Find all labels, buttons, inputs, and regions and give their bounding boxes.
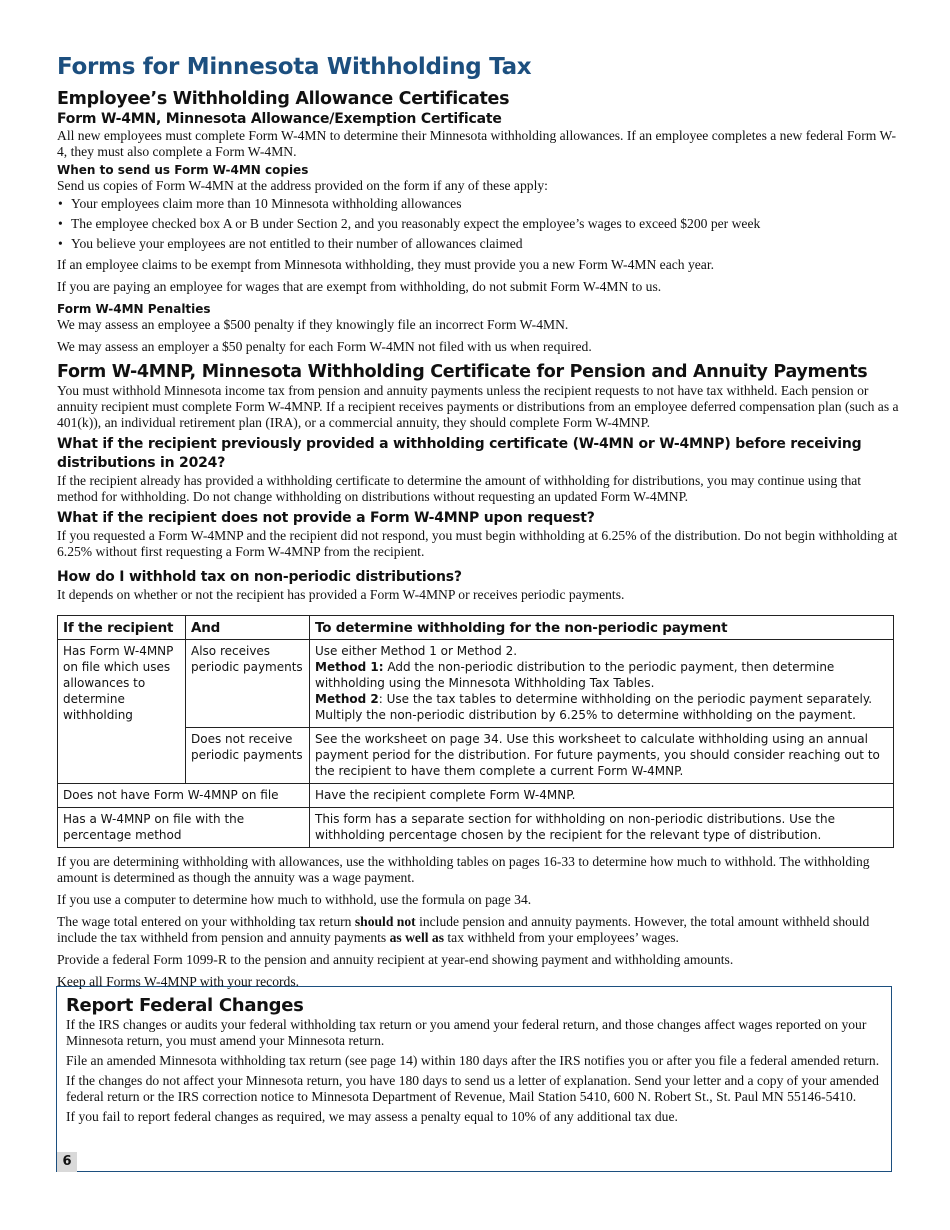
table-cell-method: This form has a separate section for withholding on non-periodic distributions. Use the withholding percentage chosen by the recipient for the relevant type of distribution. — [310, 808, 894, 848]
question-non-periodic: How do I withhold tax on non-periodic distributions? — [57, 569, 462, 585]
table-cell-method: See the worksheet on page 34. Use this worksheet to calculate withholding using an annual payment period for the distribution. For future payments, you should consider reaching out to the recipient to have them complete a current Form W-4MNP. — [310, 728, 894, 784]
federal-changes-heading: Report Federal Changes — [66, 995, 304, 1016]
table-cell-method: Have the recipient complete Form W-4MNP. — [310, 784, 894, 808]
exempt-wages-note: If you are paying an employee for wages that are exempt from withholding, do not submit Form W-4MN to us. — [57, 279, 662, 294]
federal-changes-p2: File an amended Minnesota withholding tax return (see page 14) within 180 days after the IRS notifies you or after you file a federal amended return. — [66, 1053, 880, 1068]
table-cell-recipient: Does not have Form W-4MNP on file — [58, 784, 310, 808]
question-previous-certificate: What if the recipient previously provided a withholding certificate (W-4MN or W-4MNP) before receiving distributions in 2024? — [57, 436, 862, 471]
method-2-label: Method 2 — [315, 692, 379, 706]
table-row — [58, 784, 894, 808]
emphasis-should-not: should not — [354, 914, 416, 929]
penalty-employer: We may assess an employer a $50 penalty for each Form W-4MN not filed with us when required. — [57, 339, 592, 354]
answer-previous-certificate: If the recipient already has provided a withholding certificate to determine the amount of withholding for distributions, you may continue using that method for withholding. Do not change withholding on distributions without requesting an updated Form W-4MNP. — [57, 473, 862, 504]
penalties-heading: Form W-4MN Penalties — [57, 302, 211, 316]
computer-note: If you use a computer to determine how much to withhold, use the formula on page 34. — [57, 892, 532, 907]
column-header: If the recipient — [58, 616, 186, 640]
method-2-text: : Use the tax tables to determine withholding on the periodic payment separately. Multiply the non-periodic distribution by 6.25% to determine withholding on the payment. — [315, 692, 873, 722]
page-content — [57, 50, 903, 990]
subheading-w4mn: Form W-4MN, Minnesota Allowance/Exemption Certificate — [57, 111, 502, 127]
non-periodic-withholding-table — [57, 615, 894, 848]
answer-no-w4mnp: If you requested a Form W-4MNP and the recipient did not respond, you must begin withholding at 6.25% of the distribution. Do not begin withholding at 6.25% without first requesting a Form W-4MNP from the recipient. — [57, 528, 898, 559]
table-cell-recipient: Has a W-4MNP on file with the percentage method — [58, 808, 310, 848]
federal-changes-p4: If you fail to report federal changes as required, we may assess a penalty equal to 10% of any additional tax due. — [66, 1109, 678, 1124]
method-1-text: Add the non-periodic distribution to the periodic payment, then determine withholding using the Minnesota Withholding Tax Tables. — [315, 660, 835, 690]
when-to-send-heading: When to send us Form W-4MN copies — [57, 163, 309, 177]
list-item: • The employee checked box A or B under Section 2, and you reasonably expect the employee’s wages to exceed $200 per week — [57, 216, 903, 232]
table-cell-recipient: Has Form W-4MNP on file which uses allowances to determine withholding — [58, 640, 186, 784]
emphasis-as-well-as: as well as — [389, 930, 444, 945]
when-to-send-list — [57, 196, 903, 252]
list-item: • Your employees claim more than 10 Minnesota withholding allowances — [57, 196, 903, 212]
wage-total-note — [57, 914, 903, 946]
text-run: include pension and annuity payments. However, the total amount withheld should include the tax withheld from pension and annuity payments — [57, 914, 870, 945]
text-run: The wage total entered on your withholding tax return — [57, 914, 355, 929]
table-row — [58, 640, 894, 728]
w4mnp-intro: You must withhold Minnesota income tax from pension and annuity payments unless the recipient requests to not have tax withheld. Each pension or annuity recipient must complete Form W-4MNP. If a recipient receives payments or distributions from an employee deferred compensation plan (such as a 401(k)), an individual retirement plan (IRA), or a commercial annuity, they should complete Form W-4MNP. — [57, 383, 899, 430]
list-item: • You believe your employees are not entitled to their number of allowances claimed — [57, 236, 903, 252]
when-to-send-intro: Send us copies of Form W-4MN at the address provided on the form if any of these apply: — [57, 178, 548, 193]
question-no-w4mnp: What if the recipient does not provide a Form W-4MNP upon request? — [57, 510, 595, 526]
table-cell-and: Does not receive periodic payments — [186, 728, 310, 784]
method-1 — [315, 659, 888, 691]
exempt-note: If an employee claims to be exempt from Minnesota withholding, they must provide you a new Form W-4MN each year. — [57, 257, 715, 272]
page-title: Forms for Minnesota Withholding Tax — [57, 54, 532, 80]
section-heading-allowance-certificates: Employee’s Withholding Allowance Certificates — [57, 89, 510, 109]
method-1-label: Method 1: — [315, 660, 384, 674]
federal-changes-p3: If the changes do not affect your Minnesota return, you have 180 days to send us a letter of explanation. Send your letter and a copy of your amended federal return or the IRS correction notice to Minnesota Department of Revenue, Mail Station 5410, 600 N. Robert St., St. Paul MN 55146-5410. — [66, 1073, 879, 1104]
method-choice: Use either Method 1 or Method 2. — [315, 644, 518, 658]
table-cell-method — [310, 640, 894, 728]
keep-records-note: Keep all Forms W-4MNP with your records. — [57, 974, 300, 989]
form-1099r-note: Provide a federal Form 1099-R to the pension and annuity recipient at year-end showing payment and withholding amounts. — [57, 952, 734, 967]
report-federal-changes-box — [56, 986, 892, 1172]
method-2 — [315, 691, 888, 723]
allowances-note: If you are determining withholding with allowances, use the withholding tables on pages 16-33 to determine how much to withhold. The withholding amount is determined as though the annuity was a wage payment. — [57, 854, 870, 885]
column-header: To determine withholding for the non-periodic payment — [310, 616, 894, 640]
text-run: tax withheld from your employees’ wages. — [443, 930, 679, 945]
table-cell-and: Also receives periodic payments — [186, 640, 310, 728]
section-heading-w4mnp: Form W-4MNP, Minnesota Withholding Certificate for Pension and Annuity Payments — [57, 362, 868, 382]
column-header: And — [186, 616, 310, 640]
table-header-row — [58, 616, 894, 640]
federal-changes-p1: If the IRS changes or audits your federal withholding tax return or you amend your federal return, and those changes affect wages reported on your Minnesota return, you must amend your Minnesota return. — [66, 1017, 867, 1048]
w4mn-intro: All new employees must complete Form W-4MN to determine their Minnesota withholding allowances. If an employee completes a new federal Form W-4, they must also complete a Form W-4MN. — [57, 128, 897, 159]
table-row — [58, 808, 894, 848]
answer-non-periodic: It depends on whether or not the recipient has provided a Form W-4MNP or receives periodic payments. — [57, 587, 625, 602]
page-number: 6 — [57, 1152, 77, 1172]
penalty-employee: We may assess an employee a $500 penalty if they knowingly file an incorrect Form W-4MN. — [57, 317, 569, 332]
